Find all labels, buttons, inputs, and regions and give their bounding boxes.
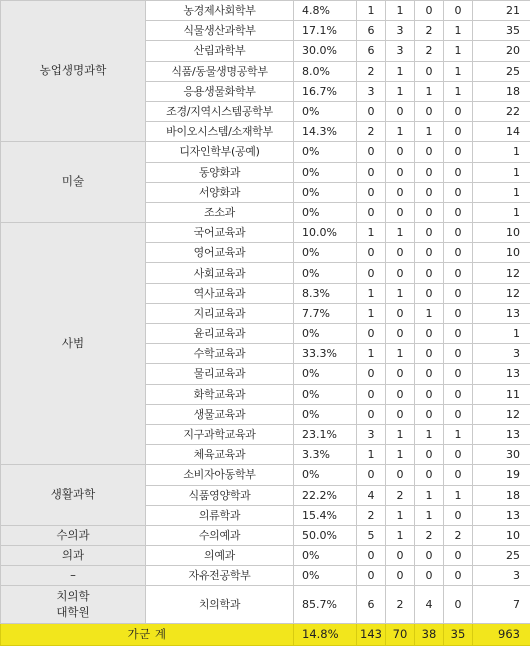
count-d-cell: 0 — [444, 566, 473, 586]
count-a-cell: 0 — [357, 101, 386, 121]
count-c-cell: 0 — [415, 404, 444, 424]
count-d-cell: 0 — [444, 263, 473, 283]
dept-cell: 체육교육과 — [146, 445, 294, 465]
count-c-cell: 0 — [415, 223, 444, 243]
table-row — [1, 566, 530, 586]
total-c: 38 — [415, 624, 444, 646]
count-c-cell: 2 — [415, 525, 444, 545]
count-c-cell: 1 — [415, 122, 444, 142]
count-b-cell: 1 — [386, 1, 415, 21]
total-cell: 20 — [473, 41, 530, 61]
count-c-cell: 0 — [415, 344, 444, 364]
count-d-cell: 2 — [444, 525, 473, 545]
count-a-cell: 2 — [357, 61, 386, 81]
college-cell: 미술 — [1, 142, 146, 223]
rate-cell: 0% — [294, 546, 357, 566]
count-a-cell: 0 — [357, 142, 386, 162]
count-c-cell: 0 — [415, 101, 444, 121]
count-b-cell: 0 — [386, 101, 415, 121]
count-c-cell: 0 — [415, 1, 444, 21]
count-c-cell: 1 — [415, 81, 444, 101]
count-a-cell: 1 — [357, 344, 386, 364]
count-d-cell: 0 — [444, 202, 473, 222]
total-cell: 19 — [473, 465, 530, 485]
table-row — [1, 586, 530, 624]
dept-cell: 조소과 — [146, 202, 294, 222]
total-label: 가군 계 — [1, 624, 294, 646]
total-cell: 12 — [473, 404, 530, 424]
count-d-cell: 0 — [444, 505, 473, 525]
count-c-cell: 0 — [415, 243, 444, 263]
total-cell: 18 — [473, 485, 530, 505]
dept-cell: 디자인학부(공예) — [146, 142, 294, 162]
count-b-cell: 1 — [386, 283, 415, 303]
count-a-cell: 4 — [357, 485, 386, 505]
count-c-cell: 0 — [415, 142, 444, 162]
count-c-cell: 1 — [415, 424, 444, 444]
count-a-cell: 2 — [357, 505, 386, 525]
dept-cell: 사회교육과 — [146, 263, 294, 283]
count-c-cell: 0 — [415, 384, 444, 404]
dept-cell: 농경제사회학부 — [146, 1, 294, 21]
dept-cell: 영어교육과 — [146, 243, 294, 263]
rate-cell: 0% — [294, 566, 357, 586]
total-cell: 13 — [473, 424, 530, 444]
total-cell: 1 — [473, 162, 530, 182]
count-c-cell: 0 — [415, 566, 444, 586]
count-d-cell: 0 — [444, 303, 473, 323]
table-row — [1, 465, 530, 485]
dept-cell: 화학교육과 — [146, 384, 294, 404]
dept-cell: 지구과학교육과 — [146, 424, 294, 444]
count-c-cell: 0 — [415, 364, 444, 384]
total-cell: 18 — [473, 81, 530, 101]
count-a-cell: 3 — [357, 81, 386, 101]
count-c-cell: 0 — [415, 263, 444, 283]
count-d-cell: 1 — [444, 424, 473, 444]
count-a-cell: 1 — [357, 445, 386, 465]
rate-cell: 4.8% — [294, 1, 357, 21]
count-b-cell: 1 — [386, 61, 415, 81]
count-b-cell: 1 — [386, 344, 415, 364]
dept-cell: 식품/동물생명공학부 — [146, 61, 294, 81]
dept-cell: 치의학과 — [146, 586, 294, 624]
count-b-cell: 2 — [386, 485, 415, 505]
college-cell: 치의학 대학원 — [1, 586, 146, 624]
count-a-cell: 3 — [357, 424, 386, 444]
dept-cell: 산림과학부 — [146, 41, 294, 61]
total-cell: 13 — [473, 303, 530, 323]
count-c-cell: 0 — [415, 61, 444, 81]
total-row — [1, 624, 530, 646]
count-a-cell: 0 — [357, 202, 386, 222]
count-b-cell: 0 — [386, 303, 415, 323]
count-a-cell: 6 — [357, 586, 386, 624]
dept-cell: 의예과 — [146, 546, 294, 566]
dept-cell: 생물교육과 — [146, 404, 294, 424]
rate-cell: 0% — [294, 465, 357, 485]
rate-cell: 33.3% — [294, 344, 357, 364]
total-cell: 14 — [473, 122, 530, 142]
total-cell: 22 — [473, 101, 530, 121]
count-d-cell: 0 — [444, 324, 473, 344]
total-cell: 13 — [473, 364, 530, 384]
count-d-cell: 0 — [444, 243, 473, 263]
rate-cell: 0% — [294, 324, 357, 344]
count-c-cell: 2 — [415, 41, 444, 61]
count-a-cell: 5 — [357, 525, 386, 545]
count-b-cell: 1 — [386, 81, 415, 101]
count-c-cell: 0 — [415, 182, 444, 202]
dept-cell: 자유전공학부 — [146, 566, 294, 586]
total-cell: 10 — [473, 243, 530, 263]
dept-cell: 응용생물화학부 — [146, 81, 294, 101]
rate-cell: 17.1% — [294, 21, 357, 41]
dept-cell: 조경/지역시스템공학부 — [146, 101, 294, 121]
count-c-cell: 0 — [415, 445, 444, 465]
table-row — [1, 546, 530, 566]
count-d-cell: 1 — [444, 21, 473, 41]
count-b-cell: 1 — [386, 223, 415, 243]
count-b-cell: 0 — [386, 182, 415, 202]
total-cell: 1 — [473, 324, 530, 344]
college-cell: 수의과 — [1, 525, 146, 545]
count-b-cell: 0 — [386, 243, 415, 263]
count-b-cell: 1 — [386, 505, 415, 525]
total-cell: 1 — [473, 142, 530, 162]
total-cell: 3 — [473, 344, 530, 364]
count-a-cell: 0 — [357, 324, 386, 344]
count-a-cell: 0 — [357, 263, 386, 283]
rate-cell: 50.0% — [294, 525, 357, 545]
rate-cell: 8.3% — [294, 283, 357, 303]
count-c-cell: 1 — [415, 505, 444, 525]
rate-cell: 0% — [294, 404, 357, 424]
total-sum: 963 — [473, 624, 530, 646]
count-a-cell: 6 — [357, 21, 386, 41]
count-d-cell: 0 — [444, 122, 473, 142]
rate-cell: 0% — [294, 162, 357, 182]
count-a-cell: 0 — [357, 162, 386, 182]
total-cell: 12 — [473, 283, 530, 303]
count-c-cell: 2 — [415, 21, 444, 41]
rate-cell: 0% — [294, 384, 357, 404]
total-d: 35 — [444, 624, 473, 646]
count-c-cell: 0 — [415, 324, 444, 344]
count-b-cell: 0 — [386, 142, 415, 162]
rate-cell: 15.4% — [294, 505, 357, 525]
total-cell: 35 — [473, 21, 530, 41]
count-c-cell: 1 — [415, 485, 444, 505]
count-b-cell: 1 — [386, 122, 415, 142]
rate-cell: 10.0% — [294, 223, 357, 243]
count-d-cell: 1 — [444, 81, 473, 101]
count-a-cell: 0 — [357, 546, 386, 566]
dept-cell: 역사교육과 — [146, 283, 294, 303]
count-b-cell: 0 — [386, 566, 415, 586]
college-cell: 의과 — [1, 546, 146, 566]
count-d-cell: 0 — [444, 223, 473, 243]
count-d-cell: 1 — [444, 485, 473, 505]
count-b-cell: 2 — [386, 586, 415, 624]
total-cell: 30 — [473, 445, 530, 465]
college-cell: – — [1, 566, 146, 586]
rate-cell: 16.7% — [294, 81, 357, 101]
dept-cell: 지리교육과 — [146, 303, 294, 323]
dept-cell: 국어교육과 — [146, 223, 294, 243]
count-b-cell: 1 — [386, 445, 415, 465]
college-cell: 사범 — [1, 223, 146, 465]
count-c-cell: 4 — [415, 586, 444, 624]
rate-cell: 23.1% — [294, 424, 357, 444]
table-row — [1, 1, 530, 21]
dept-cell: 의류학과 — [146, 505, 294, 525]
count-d-cell: 0 — [444, 162, 473, 182]
count-b-cell: 0 — [386, 324, 415, 344]
rate-cell: 3.3% — [294, 445, 357, 465]
total-cell: 1 — [473, 182, 530, 202]
rate-cell: 8.0% — [294, 61, 357, 81]
count-b-cell: 1 — [386, 525, 415, 545]
count-b-cell: 0 — [386, 263, 415, 283]
count-c-cell: 0 — [415, 546, 444, 566]
total-cell: 7 — [473, 586, 530, 624]
count-a-cell: 6 — [357, 41, 386, 61]
table-row — [1, 142, 530, 162]
dept-cell: 소비자아동학부 — [146, 465, 294, 485]
rate-cell: 0% — [294, 202, 357, 222]
count-b-cell: 3 — [386, 41, 415, 61]
count-a-cell: 1 — [357, 283, 386, 303]
dept-cell: 식품영양학과 — [146, 485, 294, 505]
count-a-cell: 0 — [357, 364, 386, 384]
table-row — [1, 223, 530, 243]
count-d-cell: 0 — [444, 465, 473, 485]
count-b-cell: 3 — [386, 21, 415, 41]
count-d-cell: 0 — [444, 283, 473, 303]
total-cell: 10 — [473, 525, 530, 545]
count-b-cell: 0 — [386, 465, 415, 485]
count-a-cell: 0 — [357, 243, 386, 263]
count-b-cell: 1 — [386, 424, 415, 444]
dept-cell: 수의예과 — [146, 525, 294, 545]
count-c-cell: 0 — [415, 162, 444, 182]
dept-cell: 물리교육과 — [146, 364, 294, 384]
total-cell: 25 — [473, 61, 530, 81]
count-a-cell: 0 — [357, 404, 386, 424]
count-b-cell: 0 — [386, 404, 415, 424]
count-d-cell: 0 — [444, 404, 473, 424]
rate-cell: 0% — [294, 263, 357, 283]
count-c-cell: 0 — [415, 283, 444, 303]
rate-cell: 22.2% — [294, 485, 357, 505]
count-d-cell: 0 — [444, 546, 473, 566]
total-cell: 13 — [473, 505, 530, 525]
count-a-cell: 0 — [357, 566, 386, 586]
dept-cell: 식물생산과학부 — [146, 21, 294, 41]
dept-cell: 서양화과 — [146, 182, 294, 202]
count-d-cell: 0 — [444, 384, 473, 404]
rate-cell: 0% — [294, 243, 357, 263]
count-d-cell: 0 — [444, 445, 473, 465]
rate-cell: 14.3% — [294, 122, 357, 142]
rate-cell: 0% — [294, 101, 357, 121]
dept-cell: 바이오시스템/소재학부 — [146, 122, 294, 142]
count-b-cell: 0 — [386, 202, 415, 222]
total-cell: 11 — [473, 384, 530, 404]
count-b-cell: 0 — [386, 364, 415, 384]
rate-cell: 85.7% — [294, 586, 357, 624]
table-row — [1, 525, 530, 545]
count-d-cell: 0 — [444, 586, 473, 624]
rate-cell: 0% — [294, 142, 357, 162]
count-d-cell: 0 — [444, 182, 473, 202]
total-cell: 25 — [473, 546, 530, 566]
count-a-cell: 0 — [357, 384, 386, 404]
count-a-cell: 0 — [357, 182, 386, 202]
count-a-cell: 1 — [357, 303, 386, 323]
college-cell: 농업생명과학 — [1, 1, 146, 142]
count-d-cell: 0 — [444, 142, 473, 162]
total-pct: 14.8% — [294, 624, 357, 646]
dept-cell: 동양화과 — [146, 162, 294, 182]
count-c-cell: 1 — [415, 303, 444, 323]
count-a-cell: 2 — [357, 122, 386, 142]
count-a-cell: 1 — [357, 223, 386, 243]
total-cell: 12 — [473, 263, 530, 283]
dept-cell: 윤리교육과 — [146, 324, 294, 344]
count-c-cell: 0 — [415, 202, 444, 222]
total-cell: 10 — [473, 223, 530, 243]
rate-cell: 0% — [294, 364, 357, 384]
count-d-cell: 0 — [444, 364, 473, 384]
count-d-cell: 0 — [444, 101, 473, 121]
total-cell: 1 — [473, 202, 530, 222]
count-a-cell: 1 — [357, 1, 386, 21]
total-cell: 21 — [473, 1, 530, 21]
count-b-cell: 0 — [386, 546, 415, 566]
count-b-cell: 0 — [386, 384, 415, 404]
count-d-cell: 0 — [444, 1, 473, 21]
total-b: 70 — [386, 624, 415, 646]
college-cell: 생활과학 — [1, 465, 146, 526]
rate-cell: 7.7% — [294, 303, 357, 323]
total-cell: 3 — [473, 566, 530, 586]
count-c-cell: 0 — [415, 465, 444, 485]
table-body — [1, 1, 530, 624]
count-d-cell: 0 — [444, 344, 473, 364]
total-a: 143 — [357, 624, 386, 646]
count-d-cell: 1 — [444, 61, 473, 81]
dept-cell: 수학교육과 — [146, 344, 294, 364]
rate-cell: 0% — [294, 182, 357, 202]
count-b-cell: 0 — [386, 162, 415, 182]
count-a-cell: 0 — [357, 465, 386, 485]
rate-cell: 30.0% — [294, 41, 357, 61]
count-d-cell: 1 — [444, 41, 473, 61]
